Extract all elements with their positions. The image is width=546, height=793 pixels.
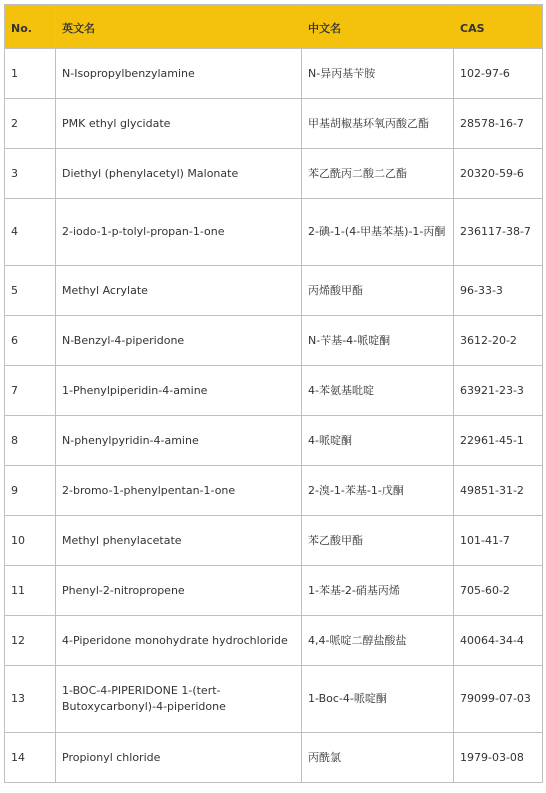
header-chinese-name: 中文名 [302,5,454,49]
cell-english-name: 1-Phenylpiperidin-4-amine [56,366,302,416]
cell-cas: 705-60-2 [454,566,543,616]
cell-no: 12 [5,616,56,666]
cell-english-name: 2-iodo-1-p-tolyl-propan-1-one [56,199,302,266]
cell-chinese-name: 丙烯酸甲酯 [302,266,454,316]
table-row [5,99,543,149]
cell-english-name: Methyl Acrylate [56,266,302,316]
cell-cas: 20320-59-6 [454,149,543,199]
cell-no: 2 [5,99,56,149]
cell-english-name: 1-BOC-4-PIPERIDONE 1-(tert-Butoxycarbonyl)-4-piperidone [56,666,302,733]
cell-english-name: Diethyl (phenylacetyl) Malonate [56,149,302,199]
table-row [5,733,543,783]
cell-chinese-name: 1-苯基-2-硝基丙烯 [302,566,454,616]
chemical-table [4,4,543,783]
cell-cas: 102-97-6 [454,49,543,99]
table-row [5,466,543,516]
table-header-row [5,5,543,49]
table-row [5,616,543,666]
cell-chinese-name: 苯乙酸甲酯 [302,516,454,566]
table-row [5,416,543,466]
cell-no: 4 [5,199,56,266]
cell-no: 9 [5,466,56,516]
header-english-name: 英文名 [56,5,302,49]
cell-chinese-name: 4,4-哌啶二醇盐酸盐 [302,616,454,666]
cell-chinese-name: N-异丙基苄胺 [302,49,454,99]
cell-no: 14 [5,733,56,783]
cell-cas: 22961-45-1 [454,416,543,466]
cell-english-name: N-Isopropylbenzylamine [56,49,302,99]
cell-cas: 28578-16-7 [454,99,543,149]
cell-cas: 79099-07-03 [454,666,543,733]
cell-chinese-name: 丙酰氯 [302,733,454,783]
cell-chinese-name: 1-Boc-4-哌啶酮 [302,666,454,733]
table-row [5,516,543,566]
cell-cas: 3612-20-2 [454,316,543,366]
table-row [5,49,543,99]
cell-english-name: Propionyl chloride [56,733,302,783]
cell-no: 1 [5,49,56,99]
cell-english-name: N-Benzyl-4-piperidone [56,316,302,366]
cell-cas: 63921-23-3 [454,366,543,416]
cell-no: 6 [5,316,56,366]
cell-chinese-name: 2-溴-1-苯基-1-戊酮 [302,466,454,516]
cell-cas: 49851-31-2 [454,466,543,516]
cell-english-name: N-phenylpyridin-4-amine [56,416,302,466]
cell-chinese-name: 4-哌啶酮 [302,416,454,466]
cell-english-name: Phenyl-2-nitropropene [56,566,302,616]
cell-no: 8 [5,416,56,466]
cell-english-name: 4-Piperidone monohydrate hydrochloride [56,616,302,666]
cell-no: 7 [5,366,56,416]
cell-no: 3 [5,149,56,199]
table-row [5,566,543,616]
table-row [5,366,543,416]
cell-chinese-name: 4-苯氨基吡啶 [302,366,454,416]
cell-english-name: PMK ethyl glycidate [56,99,302,149]
cell-chinese-name: N-苄基-4-哌啶酮 [302,316,454,366]
table-row [5,666,543,733]
cell-chinese-name: 2-碘-1-(4-甲基苯基)-1-丙酮 [302,199,454,266]
cell-no: 11 [5,566,56,616]
cell-no: 13 [5,666,56,733]
cell-chinese-name: 苯乙酰丙二酸二乙酯 [302,149,454,199]
header-cas: CAS [454,5,543,49]
cell-cas: 1979-03-08 [454,733,543,783]
table-row [5,316,543,366]
cell-no: 10 [5,516,56,566]
cell-cas: 96-33-3 [454,266,543,316]
table-row [5,266,543,316]
table-row [5,149,543,199]
cell-cas: 236117-38-7 [454,199,543,266]
cell-no: 5 [5,266,56,316]
cell-english-name: 2-bromo-1-phenylpentan-1-one [56,466,302,516]
header-no: No. [5,5,56,49]
cell-cas: 40064-34-4 [454,616,543,666]
table-row [5,199,543,266]
cell-english-name: Methyl phenylacetate [56,516,302,566]
cell-chinese-name: 甲基胡椒基环氧丙酸乙酯 [302,99,454,149]
cell-cas: 101-41-7 [454,516,543,566]
